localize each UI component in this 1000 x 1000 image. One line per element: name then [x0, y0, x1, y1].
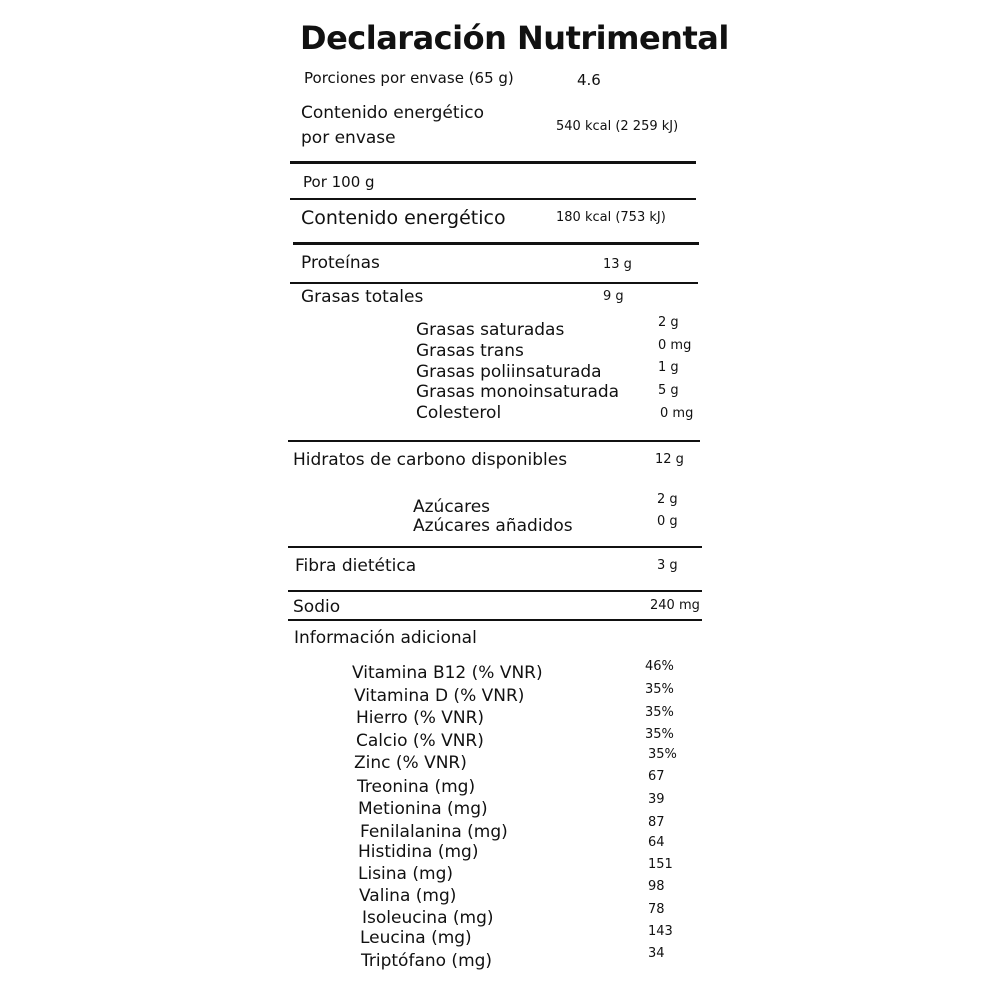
- grasas-item-value: 5 g: [658, 383, 679, 398]
- grasas-item-label: Grasas poliinsaturada: [416, 362, 602, 382]
- grasas-item-label: Colesterol: [416, 403, 502, 423]
- adicional-item-label: Isoleucina (mg): [362, 908, 494, 928]
- hidratos-item-value: 0 g: [657, 514, 678, 529]
- adicional-item-value: 35%: [645, 682, 674, 697]
- adicional-item-value: 64: [648, 835, 665, 850]
- grasas-item-value: 0 mg: [660, 406, 694, 421]
- divider: [288, 590, 702, 592]
- adicional-item-label: Vitamina B12 (% VNR): [352, 663, 543, 683]
- adicional-item-label: Triptófano (mg): [361, 951, 493, 971]
- fibra-label: Fibra dietética: [295, 556, 417, 576]
- adicional-item-value: 46%: [645, 659, 674, 674]
- divider: [290, 198, 696, 200]
- adicional-item-label: Fenilalanina (mg): [360, 822, 508, 842]
- grasas-item-label: Grasas monoinsaturada: [416, 382, 620, 402]
- adicional-item-value: 78: [648, 902, 665, 917]
- hidratos-item-label: Azúcares añadidos: [413, 516, 573, 536]
- adicional-item-label: Vitamina D (% VNR): [354, 686, 525, 706]
- adicional-item-value: 35%: [645, 727, 674, 742]
- adicional-item-value: 87: [648, 815, 665, 830]
- divider: [288, 619, 702, 621]
- energia-value: 180 kcal (753 kJ): [556, 210, 666, 225]
- energia-envase-label-1: Contenido energético: [301, 103, 485, 123]
- por100-label: Por 100 g: [303, 173, 375, 191]
- page-title: Declaración Nutrimental: [300, 19, 729, 57]
- grasas-item-label: Grasas saturadas: [416, 320, 565, 340]
- hidratos-value: 12 g: [655, 452, 684, 467]
- grasas-label: Grasas totales: [301, 287, 424, 307]
- grasas-item-label: Grasas trans: [416, 341, 524, 361]
- adicional-item-value: 34: [648, 946, 665, 961]
- grasas-value: 9 g: [603, 289, 624, 304]
- grasas-item-value: 2 g: [658, 315, 679, 330]
- divider: [288, 546, 702, 548]
- adicional-item-label: Hierro (% VNR): [356, 708, 485, 728]
- hidratos-item-value: 2 g: [657, 492, 678, 507]
- adicional-item-value: 35%: [648, 747, 677, 762]
- divider-thick: [290, 161, 696, 164]
- adicional-item-label: Leucina (mg): [360, 928, 472, 948]
- adicional-item-label: Valina (mg): [359, 886, 457, 906]
- hidratos-label: Hidratos de carbono disponibles: [293, 450, 568, 470]
- porciones-value: 4.6: [577, 71, 601, 89]
- adicional-item-value: 35%: [645, 705, 674, 720]
- adicional-label: Información adicional: [294, 628, 477, 648]
- adicional-item-value: 143: [648, 924, 673, 939]
- adicional-item-label: Lisina (mg): [358, 864, 453, 884]
- adicional-item-value: 151: [648, 857, 673, 872]
- divider: [290, 282, 698, 284]
- proteinas-value: 13 g: [603, 257, 632, 272]
- grasas-item-value: 0 mg: [658, 338, 692, 353]
- energia-envase-value: 540 kcal (2 259 kJ): [556, 119, 679, 134]
- hidratos-item-label: Azúcares: [413, 497, 491, 517]
- sodio-value: 240 mg: [650, 598, 700, 613]
- adicional-item-value: 39: [648, 792, 665, 807]
- adicional-item-label: Metionina (mg): [358, 799, 488, 819]
- divider: [288, 440, 700, 442]
- adicional-item-label: Zinc (% VNR): [354, 753, 467, 773]
- adicional-item-label: Histidina (mg): [358, 842, 479, 862]
- sodio-label: Sodio: [293, 597, 341, 617]
- porciones-label: Porciones por envase (65 g): [304, 69, 514, 87]
- adicional-item-label: Calcio (% VNR): [356, 731, 484, 751]
- grasas-item-value: 1 g: [658, 360, 679, 375]
- adicional-item-label: Treonina (mg): [357, 777, 476, 797]
- energia-label: Contenido energético: [301, 207, 506, 229]
- proteinas-label: Proteínas: [301, 253, 380, 273]
- adicional-item-value: 98: [648, 879, 665, 894]
- energia-envase-label-2: por envase: [301, 128, 396, 148]
- fibra-value: 3 g: [657, 558, 678, 573]
- adicional-item-value: 67: [648, 769, 665, 784]
- divider-thick: [293, 242, 699, 245]
